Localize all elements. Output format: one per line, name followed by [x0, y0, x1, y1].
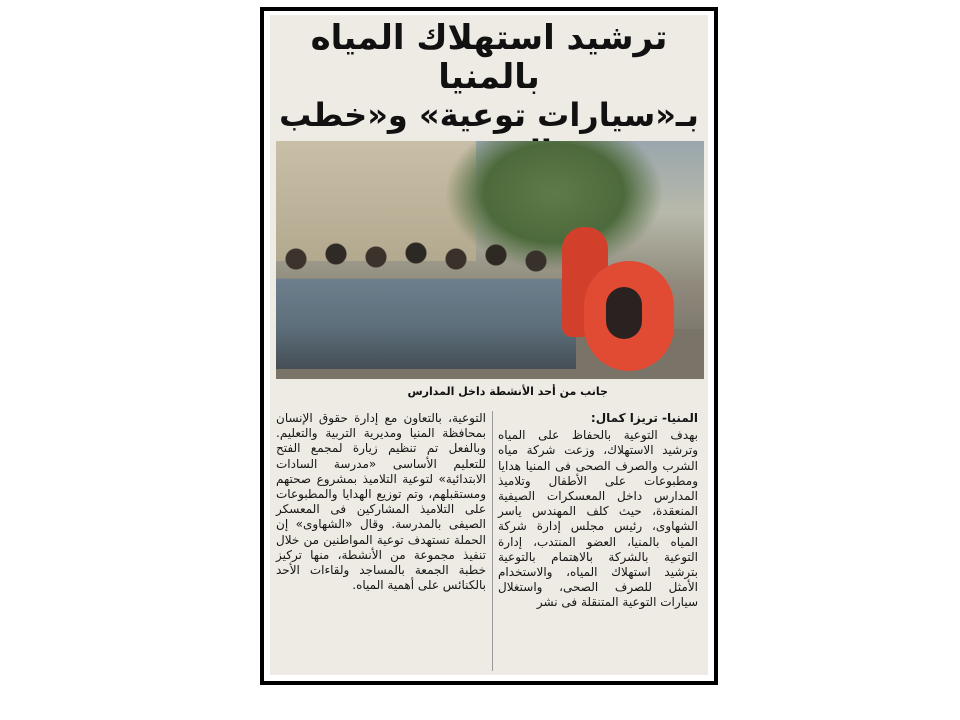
headline-line-1: ترشيد استهلاك المياه بالمنيا	[310, 18, 668, 98]
headline-line-2: بـ«سيارات توعية» و«خطب	[279, 96, 699, 135]
column-left-text: التوعية، بالتعاون مع إدارة حقوق الإنسان بمحافظة المنيا ومديرية التربية والتعليم. وبالفعل تم تنظيم زيارة لمجمع الفتح للتعليم الأساسى «مدرسة السادات الابتدائية» لتوعية التلاميذ بمشروع صحتهم ومستقبلهم، وتم توزيع الهدايا والمطبوعات على التلاميذ المشاركين فى المعسكر الصيفى بالمدرسة. وقال «الشهاوى» إن الحملة تستهدف توعية المواطنين من خلال تنفيذ مجموعة من الأنشطة، منها تركيز خطبة الجمعة بالمساجد ولقاءات الأحد بالكنائس على أهمية المياه.	[276, 411, 486, 593]
article-column-left	[276, 411, 486, 593]
article-photo	[276, 141, 704, 379]
article-byline: المنيا- تريزا كمال:	[590, 411, 698, 425]
newspaper-clipping-frame	[260, 7, 718, 685]
article-column-right	[498, 411, 698, 611]
column-right-text: بهدف التوعية بالحفاظ على المياه وترشيد الاستهلاك، وزعت شركة مياه الشرب والصرف الصحى فى المنيا هدايا ومطبوعات على الأطفال وتلاميذ المدارس داخل المعسكرات الصيفية المنعقدة، حيث كلف المهندس ياسر الشهاوى، رئيس مجلس إدارة شركة المياه بالمنيا، العضو المنتدب، إدارة التوعية بالشركة بالاهتمام بالتوعية بترشيد استهلاك المياه، والاستخدام الأمثل للصرف الصحى، واستغلال سيارات التوعية المتنقلة فى نشر	[498, 428, 698, 610]
newspaper-clipping	[270, 15, 708, 675]
photo-mascot-water-drop	[584, 261, 674, 371]
photo-caption: جانب من أحد الأنشطة داخل المدارس	[407, 385, 608, 398]
photo-children-crowd	[276, 229, 576, 369]
column-divider	[492, 411, 493, 671]
